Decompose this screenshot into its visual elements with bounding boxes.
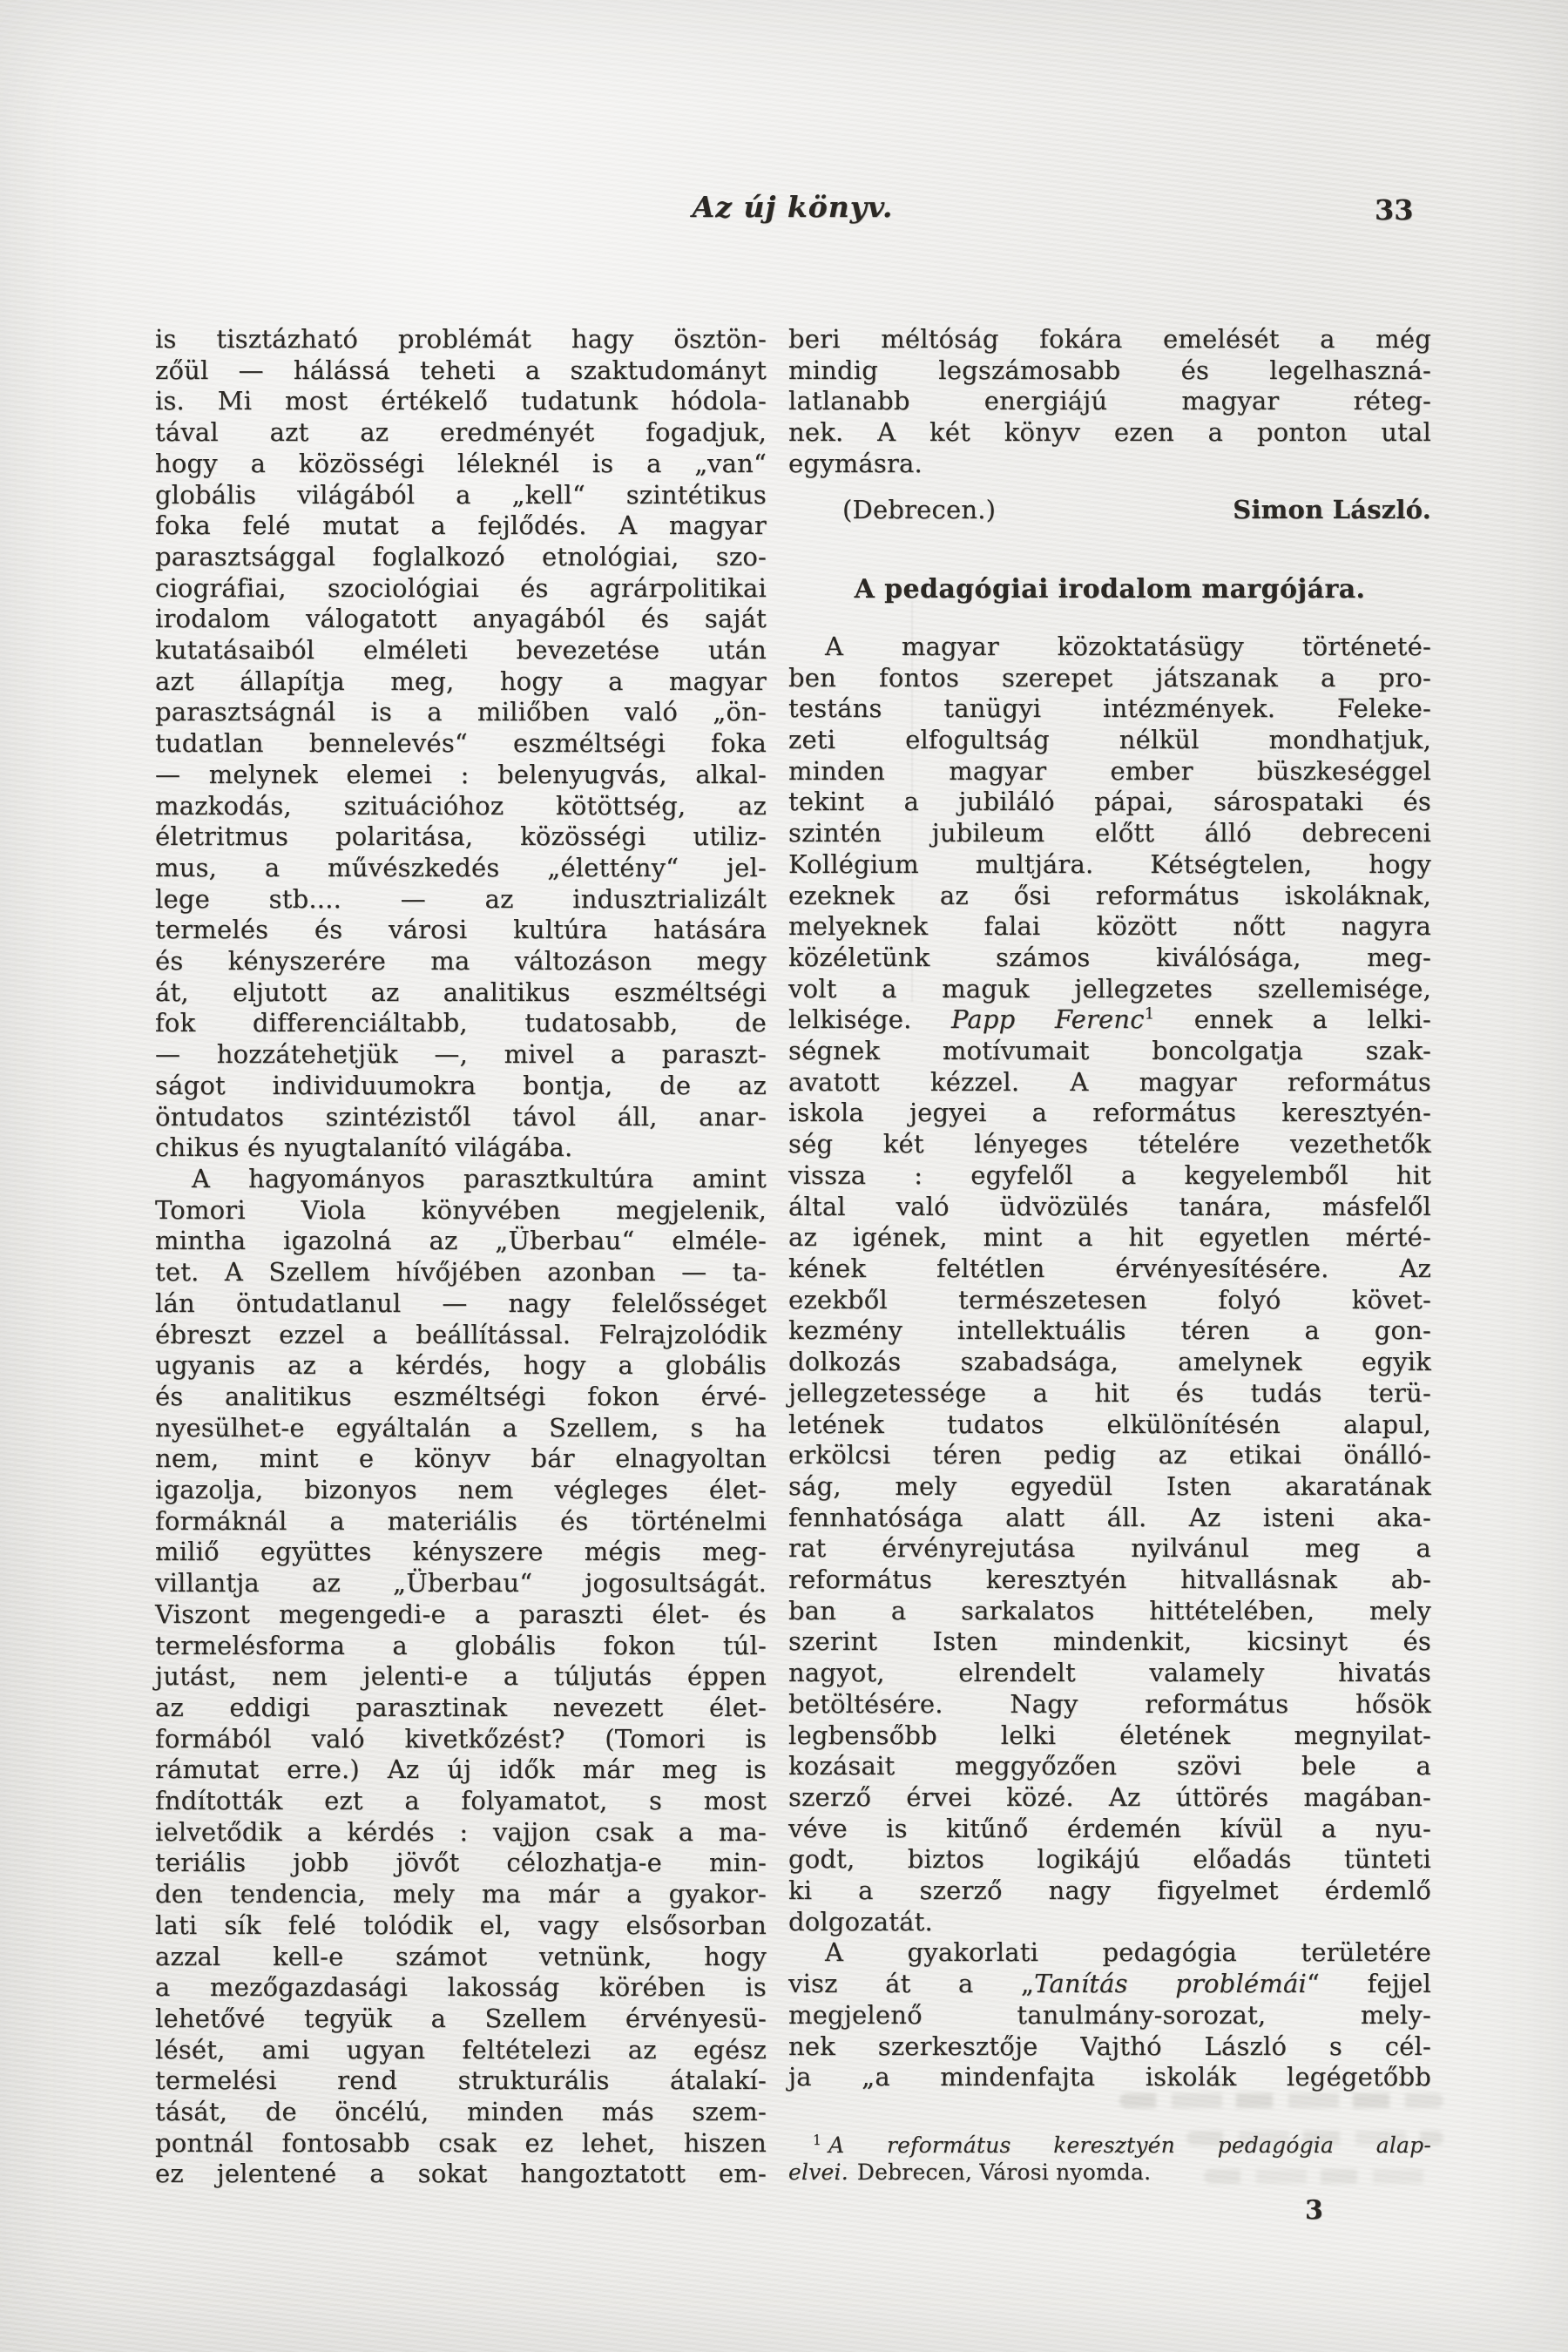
text-line: foka felé mutat a fejlődés. A magyar (155, 510, 767, 541)
text-line: ezekből természetesen folyó követ- (788, 1284, 1431, 1315)
text-line: — hozzátehetjük —, mivel a paraszt- (155, 1039, 767, 1070)
text-line: Kollégium multjára. Kétségtelen, hogy (788, 848, 1431, 879)
text-line: zeti elfogultság nélkül mondhatjuk, (788, 725, 1431, 755)
text-line: Tomori Viola könyvében megjelenik, (155, 1194, 767, 1225)
text-line: azt állapítja meg, hogy a magyar (155, 666, 767, 696)
text-line: lán öntudatlanul — nagy felelősséget (155, 1288, 767, 1318)
text-line: lését, ami ugyan feltételezi az egész (155, 2034, 767, 2065)
text-line: zőül — hálássá teheti a szaktudományt (155, 355, 767, 385)
text-line: véve is kitűnő érdemén kívül a nyu- (788, 1813, 1431, 1843)
text-line: parasztságnál is a miliőben való „ön- (155, 697, 767, 727)
text-segment: lelkisége. (788, 1004, 951, 1035)
text-line: A gyakorlati pedagógia területére (825, 1937, 1431, 1968)
text-line: vissza : egyfelől a kegyelemből hit (788, 1159, 1431, 1190)
page-header-title: Az új könyv. (692, 190, 894, 224)
text-line: rámutat erre.) Az új idők már meg is (155, 1754, 767, 1785)
text-line: erkölcsi téren pedig az etikai önálló- (788, 1440, 1431, 1470)
text-line: fndították ezt a folyamatot, s most (155, 1786, 767, 1816)
footnote-title-italic: A református keresztyén pedagógia alap- (828, 2132, 1431, 2158)
text-line: ugyanis az a kérdés, hogy a globális (155, 1350, 767, 1381)
byline-place: (Debrecen.) (842, 494, 997, 524)
text-line: közéletünk számos kiválósága, meg- (788, 942, 1431, 972)
text-line: formáknál a materiális és történelmi (155, 1505, 767, 1536)
text-line: is. Mi most értékelő tudatunk hódola- (155, 386, 767, 416)
footnote-reference: 1 (1144, 1004, 1155, 1024)
text-line: beri méltóság fokára emelését a még (788, 324, 1431, 354)
footnote-imprint: Debrecen, Városi nyomda. (856, 2159, 1152, 2185)
right-text-column (788, 324, 1431, 2093)
left-text-column (155, 324, 767, 2190)
text-line: az eddigi parasztinak nevezett élet- (155, 1692, 767, 1722)
text-line: igazolja, bizonyos nem végleges élet- (155, 1475, 767, 1505)
text-line: ciográfiai, szociológiai és agrárpolitikai (155, 572, 767, 603)
text-line: letének tudatos elkülönítésén alapul, (788, 1409, 1431, 1439)
text-line: latlanabb energiájú magyar réteg- (788, 386, 1431, 416)
text-segment: ennek a lelki- (1154, 1004, 1431, 1035)
text-line: nagyot, elrendelt valamely hivatás (788, 1658, 1431, 1688)
text-line: — melynek elemei : belenyugvás, alkal- (155, 759, 767, 789)
text-line: az igének, mint a hit egyetlen mérté- (788, 1222, 1431, 1253)
text-line: tekint a jubiláló pápai, sárospataki és (788, 787, 1431, 817)
text-line: villantja az „Überbau“ jogosultságát. (155, 1568, 767, 1598)
text-line: iskola jegyei a református keresztyén- (788, 1098, 1431, 1128)
text-line: fok differenciáltabb, tudatosabb, de (155, 1008, 767, 1038)
text-line: testáns tanügyi intézmények. Feleke- (788, 693, 1431, 724)
page-number: 33 (1375, 193, 1414, 226)
text-line: mindig legszámosabb és legelhaszná- (788, 355, 1431, 385)
italic-text: Tanítás problémái (1034, 1969, 1307, 1999)
text-line: nem, mint e könyv bár elnagyoltan (155, 1443, 767, 1474)
text-segment: visz át a „ (788, 1969, 1035, 1999)
text-line: melyeknek falai között nőtt nagyra (788, 911, 1431, 942)
text-line: egymásra. (788, 448, 923, 478)
section-heading: A pedagógiai irodalom margójára. (854, 574, 1366, 605)
italic-text: Papp Ferenc (951, 1004, 1145, 1035)
text-line: legbensőbb lelki életének megnyilat- (788, 1720, 1431, 1750)
text-line: miliő együttes kényszere mégis meg- (155, 1537, 767, 1567)
text-line: ezeknek az ősi református iskoláknak, (788, 880, 1431, 910)
text-line: rat érvényrejutása nyilvánul meg a (788, 1533, 1431, 1564)
text-line: öntudatos szintézistől távol áll, anar- (155, 1101, 767, 1132)
text-line: fennhatósága alatt áll. Az isteni aka- (788, 1502, 1431, 1532)
text-line: lati sík felé tolódik el, vagy elsősorban (155, 1909, 767, 1940)
text-line: és analitikus eszméltségi fokon érvé- (155, 1381, 767, 1411)
text-line: ságot individuumokra bontja, de az (155, 1070, 767, 1100)
text-line: ben fontos szerepet játszanak a pro- (788, 662, 1431, 693)
text-line: kének feltétlen érvényesítésére. Az (788, 1253, 1431, 1283)
text-line: és kényszerére ma változáson megy (155, 946, 767, 977)
footnote (788, 2132, 1431, 2186)
text-line: ban a sarkalatos hittételében, mely (788, 1595, 1431, 1625)
text-line: hogy a közösségi léleknél is a „van“ (155, 448, 767, 478)
text-line: megjelenő tanulmány-sorozat, mely- (788, 1999, 1431, 2030)
text-line: a mezőgazdasági lakosság körében is (155, 1972, 767, 2003)
text-line: dolkozás szabadsága, amelynek egyik (788, 1347, 1431, 1377)
text-line: nek. A két könyv ezen a ponton utal (788, 417, 1431, 448)
footnote-marker: 1 (813, 2132, 822, 2148)
text-line: A magyar közoktatásügy történeté- (825, 631, 1431, 661)
text-line: kezmény intellektuális téren a gon- (788, 1315, 1431, 1346)
text-line: szerző érvei közé. Az úttörés magában- (788, 1781, 1431, 1812)
text-line: szerint Isten mindenkit, kicsinyt és (788, 1626, 1431, 1657)
text-line: avatott kézzel. A magyar református (788, 1066, 1431, 1097)
signature-mark: 3 (1305, 2195, 1323, 2226)
text-line: ság, mely egyedül Isten akaratának (788, 1470, 1431, 1501)
text-line: ségnek motívumait boncolgatja szak- (788, 1036, 1431, 1066)
text-line: termelési rend strukturális átalakí- (155, 2065, 767, 2096)
text-line: tával azt az eredményét fogadjuk, (155, 417, 767, 448)
text-line: mus, a művészkedés „élettény“ jel- (155, 852, 767, 882)
text-line: minden magyar ember büszkeséggel (788, 755, 1431, 786)
text-line: godt, biztos logikájú előadás tünteti (788, 1844, 1431, 1875)
text-line: mazkodás, szituációhoz kötöttség, az (155, 790, 767, 821)
review-byline (788, 495, 1431, 526)
text-line: termelés és városi kultúra hatására (155, 915, 767, 945)
text-line: nyesülhet-e egyáltalán a Szellem, s ha (155, 1412, 767, 1443)
text-line: azzal kell-e számot vetnünk, hogy (155, 1941, 767, 1971)
footnote-line (788, 2159, 1431, 2186)
text-line: át, eljutott az analitikus eszméltségi (155, 977, 767, 1007)
text-line: lege stb.... — az indusztrializált (155, 883, 767, 914)
text-line: ki a szerző nagy figyelmet érdemlő (788, 1876, 1431, 1906)
running-header (152, 190, 1433, 224)
text-line: lehetővé tegyük a Szellem érvényesü- (155, 2003, 767, 2033)
footnote-title-italic: elvei. (788, 2159, 848, 2185)
text-line: jutást, nem jelenti-e a túljutás éppen (155, 1661, 767, 1692)
text-line (788, 1969, 1431, 2000)
text-line: is tisztázható problémát hagy ösztön- (155, 324, 767, 354)
text-line: református keresztyén hitvallásnak ab- (788, 1565, 1431, 1595)
text-line: ébreszt ezzel a beállítással. Felrajzolódik (155, 1319, 767, 1349)
text-line: formából való kivetkőzést? (Tomori is (155, 1723, 767, 1754)
text-line: A hagyományos parasztkultúra amint (192, 1163, 767, 1193)
text-line: termelésforma a globális fokon túl- (155, 1630, 767, 1660)
text-line: által való üdvözülés tanára, másfelől (788, 1191, 1431, 1221)
text-line: teriális jobb jövőt célozhatja-e min- (155, 1848, 767, 1878)
text-line: den tendencia, mely ma már a gyakor- (155, 1879, 767, 1909)
text-line: ség két lényeges tételére vezethetők (788, 1129, 1431, 1159)
text-line (788, 1004, 1431, 1036)
bleedthrough-ghost-text (1119, 2093, 1443, 2108)
text-line: tását, de öncélú, minden más szem- (155, 2097, 767, 2127)
text-line: jellegzetessége a hit és tudás terü- (788, 1377, 1431, 1408)
text-line: pontnál fontosabb csak ez lehet, hiszen (155, 2127, 767, 2158)
text-line: parasztsággal foglalkozó etnológiai, szo- (155, 541, 767, 571)
text-line: nek szerkesztője Vajthó László s cél- (788, 2031, 1431, 2061)
text-segment: “ fejjel (1306, 1969, 1432, 1999)
text-line: globális világából a „kell“ szintétikus (155, 479, 767, 510)
text-line: dolgozatát. (788, 1906, 933, 1936)
text-line: kutatásaiból elméleti bevezetése után (155, 635, 767, 666)
text-line: ez jelentené a sokat hangoztatott em- (155, 2159, 767, 2189)
text-line: életritmus polaritása, közösségi utiliz- (155, 821, 767, 852)
text-line: mintha igazolná az „Überbau“ elméle- (155, 1226, 767, 1256)
byline-author: Simon László. (1233, 494, 1431, 524)
text-line: kozásait meggyőzően szövi bele a (788, 1751, 1431, 1781)
text-line: ielvetődik a kérdés : vajjon csak a ma- (155, 1816, 767, 1847)
text-line: volt a maguk jellegzetes szellemisége, (788, 973, 1431, 1004)
text-line: irodalom válogatott anyagából és saját (155, 604, 767, 634)
text-line: Viszont megengedi-e a paraszti élet- és (155, 1598, 767, 1629)
footnote-line (788, 2132, 1431, 2159)
text-line: chikus és nyugtalanító világába. (155, 1132, 573, 1163)
text-line: tet. A Szellem hívőjében azonban — ta- (155, 1257, 767, 1288)
text-line: szintén jubileum előtt álló debreceni (788, 818, 1431, 848)
text-line: tudatlan bennelevés“ eszméltségi foka (155, 728, 767, 759)
text-line: ja „a mindenfajta iskolák legégetőbb (788, 2062, 1431, 2092)
text-line: betöltésére. Nagy református hősök (788, 1688, 1431, 1719)
